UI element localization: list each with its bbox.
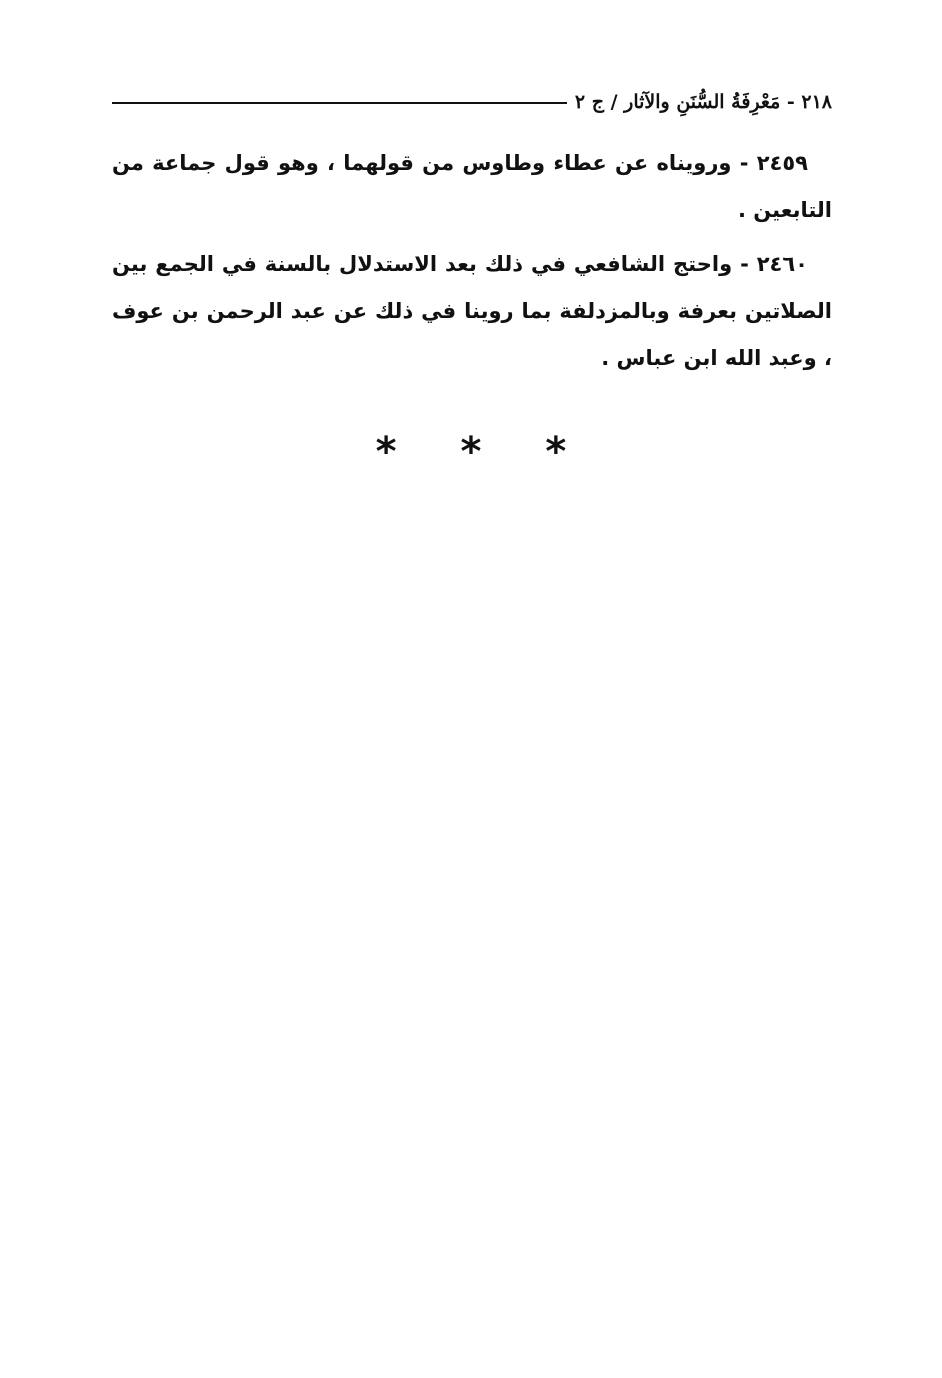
body-text	[112, 140, 832, 389]
paragraph-2460: ٢٤٦٠ - واحتج الشافعي في ذلك بعد الاستدلال بالسنة في الجمع بين الصلاتين بعرفة وبالمزدلفة بما روينا في ذلك عن عبد الرحمن بن عوف ، وعبد الله ابن عباس .	[112, 252, 832, 370]
separator-star: *	[460, 429, 482, 475]
running-header	[112, 82, 832, 122]
running-title: ٢١٨ - مَعْرِفَةُ السُّنَنِ والآثار / ج ٢	[574, 91, 832, 113]
paragraph-2459: ٢٤٥٩ - ورويناه عن عطاء وطاوس من قولهما ، وهو قول جماعة من التابعين .	[112, 151, 832, 222]
separator-star: *	[375, 429, 397, 475]
header-rule	[112, 102, 567, 104]
separator-star: *	[545, 429, 567, 475]
section-separator	[0, 429, 942, 475]
